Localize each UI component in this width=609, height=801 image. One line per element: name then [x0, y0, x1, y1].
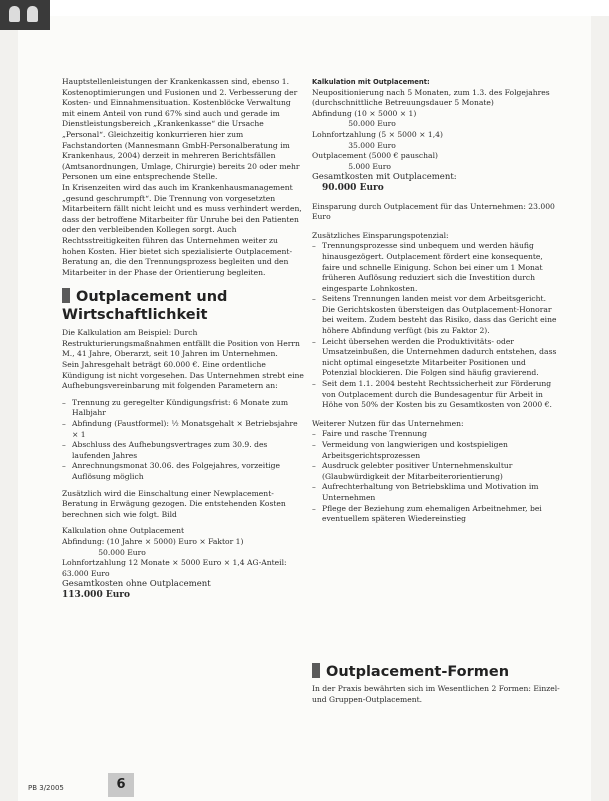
list-item: – Leicht übersehen werden die Produktivitäts- oder Umsatzeinbußen, die Unternehmen dadurch entstehen, dass nicht optimal eingesetzte Mitarbeiter Positionen und Potenzial blockieren. Die Folgen sind häufig gravierend. [312, 337, 560, 379]
extra-title: Zusätzliches Einsparungspotenzial: [312, 230, 449, 240]
further-list [312, 429, 560, 524]
list-item: – Vermeidung von langwierigen und kostspieligen Arbeitsgerichtsprozessen [312, 440, 560, 461]
calc-line: 35.000 Euro [312, 140, 396, 150]
calc-title-with: Kalkulation mit Outplacement: [312, 78, 430, 86]
final-paragraph: In der Praxis bewährten sich im Wesentlichen 2 Formen: Einzel- und Gruppen-Outplacement. [312, 684, 560, 704]
calc-line: Neupositionierung nach 5 Monaten, zum 1.3. des Folgejahres (durchschnittliche Betreuungsdauer 5 Monate) [312, 87, 550, 108]
calc-total-with: 90.000 Euro [322, 182, 384, 193]
list-item: – Ausdruck gelebter positiver Unternehmenskultur (Glaubwürdigkeit der Mitarbeiterorientierung) [312, 461, 560, 482]
extra-list [312, 241, 560, 411]
list-item: – Seit dem 1.1. 2004 besteht Rechtssicherheit zur Förderung von Outplacement durch die Bundesagentur für Arbeit in Höhe von 50% der Kosten bis zu Gesamtkosten von 2000 €. [312, 379, 560, 411]
issue-label: PB 3/2005 [28, 784, 64, 792]
list-item: – Abschluss des Aufhebungsvertrages zum 30.9. des laufenden Jahres [62, 440, 304, 461]
logo-glyph-left [9, 6, 20, 22]
list-item: – Abfindung (Faustformel): ½ Monatsgehalt × Betriebsjahre × 1 [62, 419, 304, 440]
list-item: – Seitens Trennungen landen meist vor dem Arbeitsgericht. Die Gerichtskosten übersteigen das Outplacement-Honorar bei weitem. Zudem besteht das Risiko, dass das Gericht eine höhere Abfindung verfügt (bis zu Faktor 2). [312, 294, 560, 336]
paragraph-5: Zusätzlich wird die Einschaltung einer Newplacement-Beratung in Erwägung gezogen. Die entstehenden Kosten berechnen sich wie folgt. Bild [62, 488, 286, 519]
parameter-list [62, 398, 304, 483]
paragraph-3: Die Kalkulation am Beispiel: Durch Restrukturierungsmaßnahmen entfällt die Position von Herrn M., 41 Jahre, Oberarzt, seit 10 Jahren im Unternehmen. [62, 328, 300, 359]
top-margin [0, 0, 609, 16]
list-item: – Pflege der Beziehung zum ehemaligen Arbeitnehmer, bei eventuellem späteren Wiedereinstieg [312, 504, 560, 525]
logo-glyph-right [27, 6, 38, 22]
section-heading-wirtschaftlichkeit: Outplacement und Wirtschaftlichkeit [62, 289, 228, 324]
calc-line: Gesamtkosten mit Outplacement: [312, 172, 457, 183]
saving-paragraph: Einsparung durch Outplacement für das Unternehmen: 23.000 Euro [312, 201, 555, 222]
section-heading-formen: Outplacement-Formen [312, 663, 560, 681]
paragraph-4: Sein Jahresgehalt beträgt 60.000 €. Eine ordentliche Kündigung ist nicht vorgesehen. Das Unternehmen strebt eine Aufhebungsvereinbarung mit folgenden Parametern an: [62, 360, 304, 391]
page-number: 6 [108, 773, 134, 797]
calc-line: Lohnfortzahlung (5 × 5000 × 1,4) [312, 129, 443, 139]
list-item: – Aufrechterhaltung von Betriebsklima und Motivation im Unternehmen [312, 482, 560, 503]
calc-line: Lohnfortzahlung 12 Monate × 5000 Euro × 1,4 AG-Anteil: 63.000 Euro [62, 558, 287, 578]
calc-total-without: 113.000 Euro [62, 589, 130, 600]
calc-title-without: Kalkulation ohne Outplacement [62, 526, 185, 536]
calc-line: Abfindung (10 × 5000 × 1) [312, 108, 417, 118]
formen-section [312, 663, 560, 705]
calc-line: 50.000 Euro [62, 547, 146, 557]
heading-bar [312, 663, 320, 678]
list-item: – Faire und rasche Trennung [312, 429, 560, 440]
calc-line: 5.000 Euro [312, 161, 391, 171]
calc-line: Abfindung: (10 Jahre × 5000) Euro × Faktor 1) [62, 536, 244, 546]
calc-line: 50.000 Euro [312, 119, 396, 129]
list-item: – Trennung zu geregelter Kündigungsfrist: 6 Monate zum Halbjahr [62, 398, 304, 419]
calc-line: Outplacement (5000 € pauschal) [312, 151, 438, 161]
intro-paragraph: Hauptstellenleistungen der Krankenkassen sind, ebenso 1. Kostenoptimierungen und Fusionen und 2. Verbesserung der Kosten- und Einnahmensituation. Kostenblöcke Verwaltung mit einem Anteil von rund 67% sind auch und gerade im Dienstleistungsbereich „Krankenkasse“ die Ursache „Personal“. Gleichzeitig konkurrieren hier zum Fachstandorten (Mannesmann GmbH-Personalberatung im Krankenhaus, 2004) derzeit in mehreren Berichtsfällen (Amtsanordnungen, Umlage, Chirurgie) bereits 20 oder mehr Personen um eine entsprechende Stelle. [62, 77, 300, 182]
right-column [312, 77, 560, 525]
list-item: – Anrechnungsmonat 30.06. des Folgejahres, vorzeitige Auflösung möglich [62, 461, 304, 482]
logo [0, 0, 50, 30]
list-item: – Trennungsprozesse sind unbequem und werden häufig hinausgezögert. Outplacement fördert eine konsequente, faire und schnelle Einigung. Schon bei einer um 1 Monat früheren Auflösung reduziert sich die Investition durch eingesparte Lohnkosten. [312, 241, 560, 294]
further-title: Weiterer Nutzen für das Unternehmen: [312, 418, 464, 428]
footer [0, 773, 609, 801]
heading-bar [62, 288, 70, 303]
left-column [62, 77, 304, 601]
calc-line: Gesamtkosten ohne Outplacement [62, 579, 211, 590]
paragraph-2: In Krisenzeiten wird das auch im Krankenhausmanagement „gesund geschrumpft“. Die Trennung von vorgesetzten Mitarbeitern fällt nicht leicht und es muss verhindert werden, dass der betroffene Mitarbeiter für Unruhe bei den Patienten oder den verbleibenden Kollegen sorgt. Auch Rechtsstreitigkeiten führen das Unternehmen weiter zu hohen Kosten. Hier bietet sich spezialisierte Outplacement-Beratung an, die den Trennungsprozess begleiten und den Mitarbeiter in der Phase der Orientierung begleiten. [62, 182, 302, 277]
